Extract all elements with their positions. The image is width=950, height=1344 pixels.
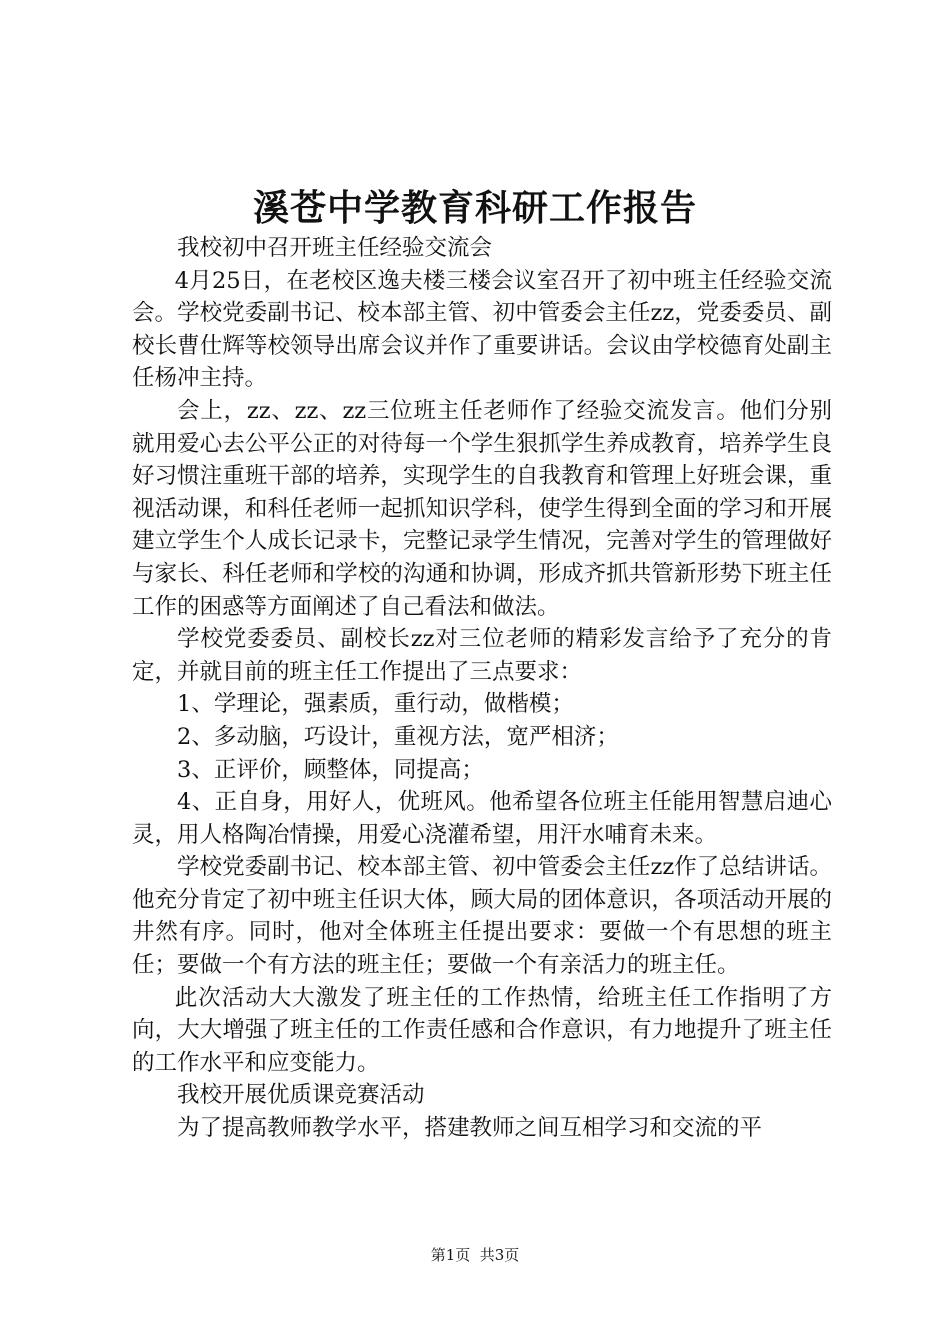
document-body bbox=[132, 232, 832, 1145]
paragraph: 学校党委委员、副校长zz对三位老师的精彩发言给予了充分的肯定，并就目前的班主任工作提出了三点要求： bbox=[132, 626, 832, 685]
list-item: 1、学理论，强素质，重行动，做楷模； bbox=[177, 691, 574, 718]
section-heading: 我校初中召开班主任经验交流会 bbox=[177, 235, 493, 261]
list-item: 4、正自身，用好人，优班风。他希望各位班主任能用智慧启迪心灵，用人格陶冶情操，用爱心浇灌希望，用汗水哺育未来。 bbox=[132, 789, 832, 848]
paragraph: 会上，zz、zz、zz三位班主任老师作了经验交流发言。他们分别就用爱心去公平公正的对待每一个学生狠抓学生养成教育，培养学生良好习惯注重班干部的培养，实现学生的自我教育和管理上好班会课，重视活动课，和科任老师一起抓知识学科，使学生得到全面的学习和开展建立学生个人成长记录卡，完整记录学生情况，完善对学生的管理做好与家长、科任老师和学校的沟通和协调，形成齐抓共管新形势下班主任工作的困惑等方面阐述了自己看法和做法。 bbox=[132, 397, 832, 620]
paragraph: 4月25日，在老校区逸夫楼三楼会议室召开了初中班主任经验交流会。学校党委副书记、校本部主管、初中管委会主任zz，党委委员、副校长曹仕辉等校领导出席会议并作了重要讲话。会议由学校德育处副主任杨冲主持。 bbox=[132, 267, 832, 392]
page-number: 第1页 共3页 bbox=[430, 1246, 520, 1264]
paragraph: 此次活动大大激发了班主任的工作热情，给班主任工作指明了方向，大大增强了班主任的工作责任感和合作意识，有力地提升了班主任的工作水平和应变能力。 bbox=[132, 984, 832, 1076]
page-footer bbox=[0, 1245, 950, 1265]
section-heading: 我校开展优质课竞赛活动 bbox=[177, 1082, 425, 1109]
list-item: 2、多动脑，巧设计，重视方法，宽严相济； bbox=[177, 723, 619, 750]
list-item: 3、正评价，顾整体，同提高； bbox=[177, 756, 484, 783]
paragraph: 为了提高教师教学水平，搭建教师之间互相学习和交流的平 bbox=[177, 1115, 763, 1142]
paragraph: 学校党委副书记、校本部主管、初中管委会主任zz作了总结讲话。他充分肯定了初中班主任识大体，顾大局的团体意识，各项活动开展的井然有序。同时，他对全体班主任提出要求：要做一个有思想的班主任；要做一个有方法的班主任；要做一个有亲活力的班主任。 bbox=[132, 854, 832, 979]
document-title: 溪苍中学教育科研工作报告 bbox=[252, 187, 697, 229]
